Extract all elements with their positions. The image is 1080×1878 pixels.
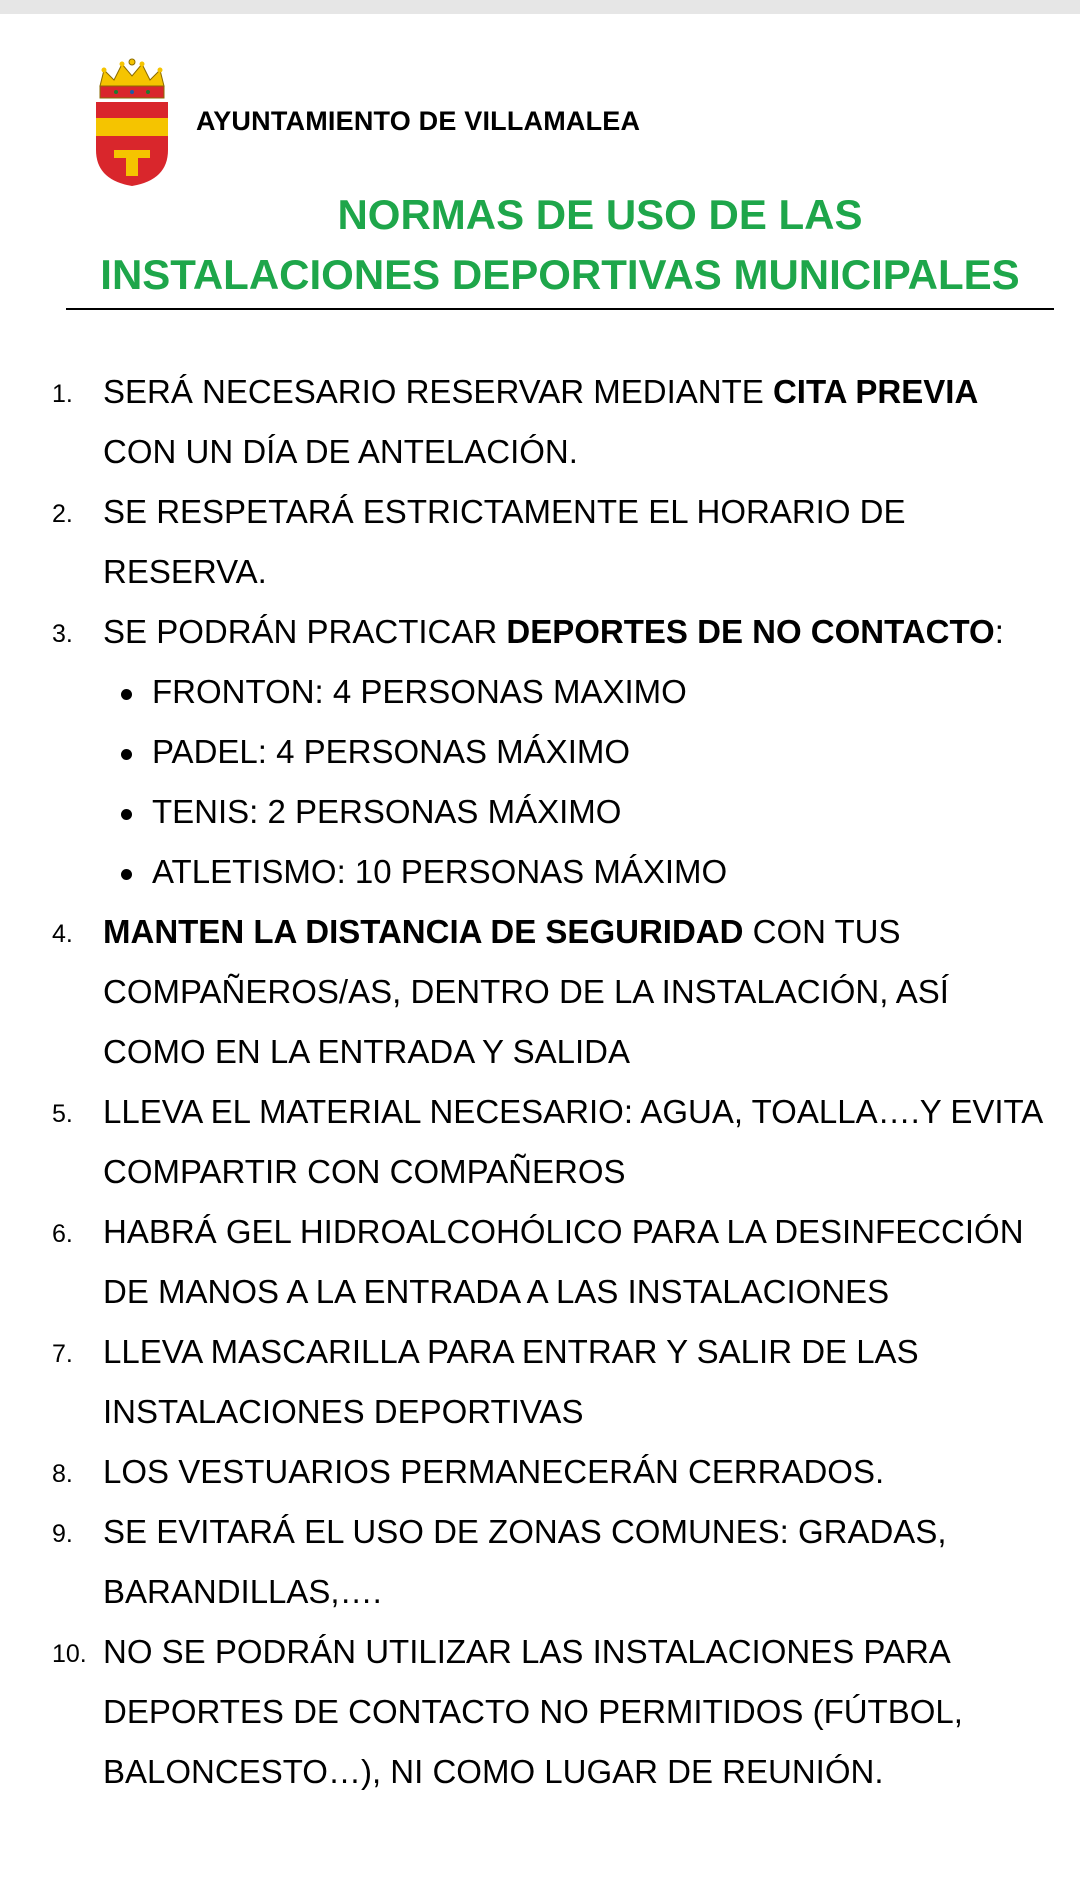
sport-item xyxy=(0,662,1080,722)
list-item xyxy=(0,1322,1080,1442)
item-number: 7. xyxy=(52,1340,73,1368)
organization-name: AYUNTAMIENTO DE VILLAMALEA xyxy=(196,106,641,136)
sport-item xyxy=(0,842,1080,902)
title-line-1: NORMAS DE USO DE LAS xyxy=(337,191,863,238)
item-text: NO SE PODRÁN UTILIZAR LAS INSTALACIONES PARA DEPORTES DE CONTACTO NO PERMITIDOS (FÚTBOL, BALONCESTO…), NI COMO LUGAR DE REUNIÓN. xyxy=(103,1633,963,1790)
item-text-end: : xyxy=(994,613,1004,650)
item-text-bold: DEPORTES DE NO CONTACTO xyxy=(506,613,995,650)
item-number: 3. xyxy=(52,620,73,648)
sport-item xyxy=(0,722,1080,782)
title-line-2: INSTALACIONES DEPORTIVAS MUNICIPALES xyxy=(100,251,1020,298)
list-item xyxy=(0,902,1080,1082)
bullet-icon xyxy=(121,749,132,760)
item-number: 2. xyxy=(52,500,73,528)
item-number: 6. xyxy=(52,1220,73,1248)
list-item xyxy=(0,362,1080,482)
sport-text: ATLETISMO: 10 PERSONAS MÁXIMO xyxy=(152,853,728,890)
item-text-bold: MANTEN LA DISTANCIA DE SEGURIDAD xyxy=(103,913,744,950)
item-text-end: CON UN DÍA DE ANTELACIÓN. xyxy=(103,433,578,470)
sport-item xyxy=(0,782,1080,842)
item-number: 10. xyxy=(52,1640,87,1668)
list-item xyxy=(0,1502,1080,1622)
sports-list xyxy=(0,662,1080,902)
coat-of-arms-icon xyxy=(92,58,172,188)
item-text-end: CON TUS COMPAÑEROS/AS, DENTRO DE LA INSTALACIÓN, ASÍ COMO EN LA ENTRADA Y SALIDA xyxy=(103,913,949,1070)
item-number: 4. xyxy=(52,920,73,948)
item-number: 1. xyxy=(52,380,73,408)
list-item xyxy=(0,1622,1080,1802)
item-number: 9. xyxy=(52,1520,73,1548)
item-text: LOS VESTUARIOS PERMANECERÁN CERRADOS. xyxy=(103,1453,885,1490)
item-number: 5. xyxy=(52,1100,73,1128)
list-item xyxy=(0,482,1080,602)
item-text: HABRÁ GEL HIDROALCOHÓLICO PARA LA DESINFECCIÓN DE MANOS A LA ENTRADA A LAS INSTALACIONES xyxy=(103,1213,1024,1310)
title-divider xyxy=(66,308,1054,310)
item-text-bold: CITA PREVIA xyxy=(772,373,979,410)
item-text: LLEVA EL MATERIAL NECESARIO: AGUA, TOALLA….Y EVITA COMPARTIR CON COMPAÑEROS xyxy=(103,1093,1042,1190)
item-text: LLEVA MASCARILLA PARA ENTRAR Y SALIR DE LAS INSTALACIONES DEPORTIVAS xyxy=(103,1333,919,1430)
list-item xyxy=(0,1082,1080,1202)
sport-text: FRONTON: 4 PERSONAS MAXIMO xyxy=(152,673,687,710)
list-item xyxy=(0,1442,1080,1502)
item-text: SE EVITARÁ EL USO DE ZONAS COMUNES: GRADAS, BARANDILLAS,…. xyxy=(103,1513,947,1610)
bullet-icon xyxy=(121,869,132,880)
list-item xyxy=(0,602,1080,662)
item-number: 8. xyxy=(52,1460,73,1488)
sport-text: TENIS: 2 PERSONAS MÁXIMO xyxy=(152,793,622,830)
sport-text: PADEL: 4 PERSONAS MÁXIMO xyxy=(152,733,631,770)
item-text: SERÁ NECESARIO RESERVAR MEDIANTE xyxy=(103,373,773,410)
bullet-icon xyxy=(121,809,132,820)
rules-list xyxy=(0,362,1080,1802)
top-strip xyxy=(0,0,1080,14)
item-text: SE RESPETARÁ ESTRICTAMENTE EL HORARIO DE RESERVA. xyxy=(103,493,906,590)
list-item xyxy=(0,1202,1080,1322)
bullet-icon xyxy=(121,689,132,700)
page-title xyxy=(70,185,1050,305)
item-text: SE PODRÁN PRACTICAR xyxy=(103,613,507,650)
